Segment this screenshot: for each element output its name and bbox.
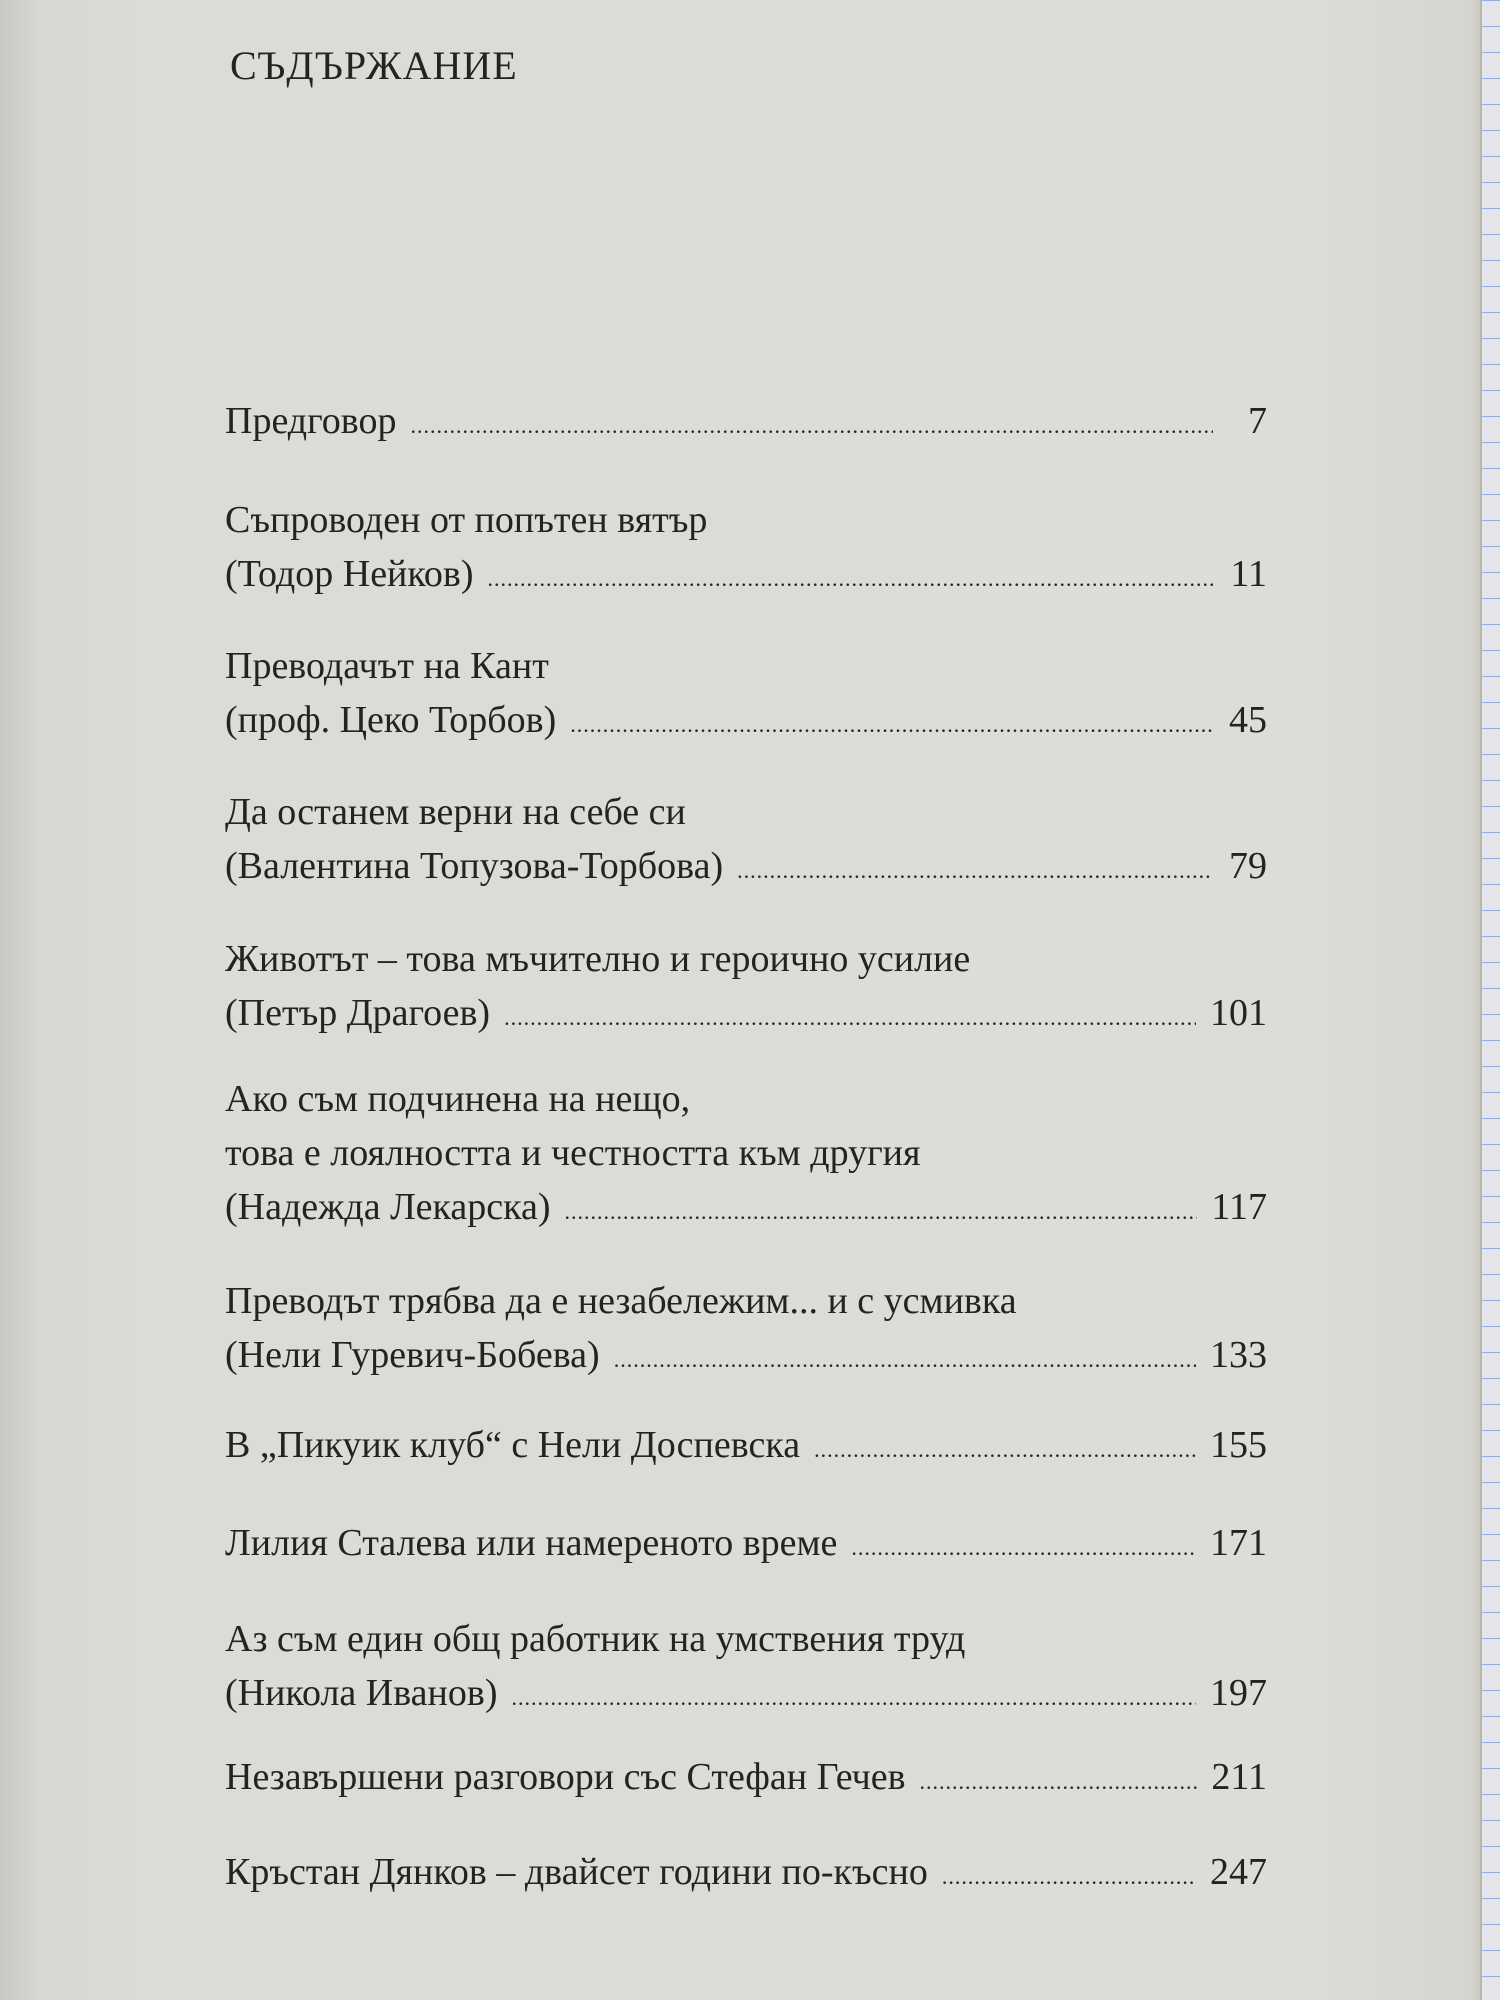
toc-entry	[225, 639, 1267, 752]
toc-entry-last-line	[225, 693, 1267, 752]
dot-leader	[851, 1521, 1196, 1575]
toc-entry-line	[225, 493, 1267, 547]
toc-entry-text: Преводачът на Кант	[225, 645, 549, 687]
toc-entry-text: Незавършени разговори със Стефан Гечев	[225, 1756, 906, 1798]
toc-entry-text: Аз съм един общ работник на умствения труд	[225, 1618, 966, 1660]
toc-entry-last-line	[225, 1180, 1267, 1239]
page-number: 11	[1230, 553, 1267, 595]
dot-leader	[737, 844, 1213, 898]
toc-entry-text: (проф. Цеко Торбов)	[225, 699, 557, 741]
toc-entry-text: (Никола Иванов)	[225, 1672, 498, 1714]
toc-entry-last-line	[225, 1666, 1267, 1725]
toc-entry-text: В „Пикуик клуб“ с Нели Доспевска	[225, 1424, 801, 1466]
dot-leader	[511, 1671, 1196, 1725]
page-number: 197	[1210, 1672, 1267, 1714]
toc-entry-last-line	[225, 1516, 1267, 1575]
dot-leader	[488, 552, 1213, 606]
toc-entry	[225, 932, 1267, 1045]
toc-entry-text: Кръстан Дянков – двайсет години по-късно	[225, 1851, 928, 1893]
toc-entry-last-line	[225, 547, 1267, 606]
page-number: 79	[1229, 845, 1267, 887]
toc-entry-last-line	[225, 1845, 1267, 1904]
toc-entry-line	[225, 1612, 1267, 1666]
toc-entry-last-line	[225, 1418, 1267, 1477]
toc-entry	[225, 1845, 1267, 1904]
dot-leader	[570, 698, 1213, 752]
page-number: 211	[1211, 1756, 1267, 1798]
toc-entry-line	[225, 1126, 1267, 1180]
toc-entry-text: (Петър Драгоев)	[225, 992, 491, 1034]
toc-entry-line	[225, 1072, 1267, 1126]
toc-entry-text: Съпроводен от попътен вятър	[225, 499, 708, 541]
toc-entry	[225, 1612, 1267, 1725]
toc-entry-line	[225, 639, 1267, 693]
toc-entry-text: (Надежда Лекарска)	[225, 1186, 551, 1228]
toc-entry	[225, 1516, 1267, 1575]
toc-entry	[225, 1274, 1267, 1387]
toc-entry-text: Животът – това мъчително и героично усилие	[225, 938, 971, 980]
page-number: 45	[1229, 699, 1267, 741]
dot-leader	[504, 991, 1196, 1045]
dot-leader	[614, 1333, 1196, 1387]
toc-entry-text: (Нели Гуревич-Бобева)	[225, 1334, 600, 1376]
dot-leader	[410, 399, 1213, 453]
toc-entry-text: Ако съм подчинена на нещо,	[225, 1078, 691, 1120]
toc-entry	[225, 785, 1267, 898]
toc-entry	[225, 1072, 1267, 1239]
toc-entry-text: това е лоялността и честността към другия	[225, 1132, 921, 1174]
page-number: 155	[1210, 1424, 1267, 1466]
toc-entry	[225, 493, 1267, 606]
dot-leader	[942, 1850, 1196, 1904]
toc-entry-last-line	[225, 986, 1267, 1045]
page-number: 247	[1210, 1851, 1267, 1893]
toc-entry-text: Лилия Сталева или намереното време	[225, 1522, 838, 1564]
page-number: 117	[1211, 1186, 1267, 1228]
toc-entry-last-line	[225, 1750, 1267, 1809]
toc-entry-text: (Тодор Нейков)	[225, 553, 474, 595]
toc-entry-text: Да останем верни на себе си	[225, 791, 686, 833]
toc-entry	[225, 1750, 1267, 1809]
toc-entry-line	[225, 1274, 1267, 1328]
page-number: 101	[1210, 992, 1267, 1034]
toc-entry-text: Преводът трябва да е незабележим... и с усмивка	[225, 1280, 1017, 1322]
dot-leader	[565, 1185, 1198, 1239]
page-number: 7	[1248, 400, 1267, 442]
toc-entry-line	[225, 785, 1267, 839]
page-title: СЪДЪРЖАНИЕ	[230, 43, 518, 88]
page-number: 133	[1210, 1334, 1267, 1376]
toc-entry-last-line	[225, 839, 1267, 898]
toc-entry	[225, 1418, 1267, 1477]
grid-paper-edge	[1480, 0, 1500, 2000]
dot-leader	[814, 1423, 1196, 1477]
dot-leader	[920, 1755, 1198, 1809]
toc-entry-last-line	[225, 394, 1267, 453]
toc-entry-text: Предговор	[225, 400, 397, 442]
toc-entry-text: (Валентина Топузова-Торбова)	[225, 845, 724, 887]
page-number: 171	[1210, 1522, 1267, 1564]
toc-entry	[225, 394, 1267, 453]
toc-entry-line	[225, 932, 1267, 986]
toc-entry-last-line	[225, 1328, 1267, 1387]
